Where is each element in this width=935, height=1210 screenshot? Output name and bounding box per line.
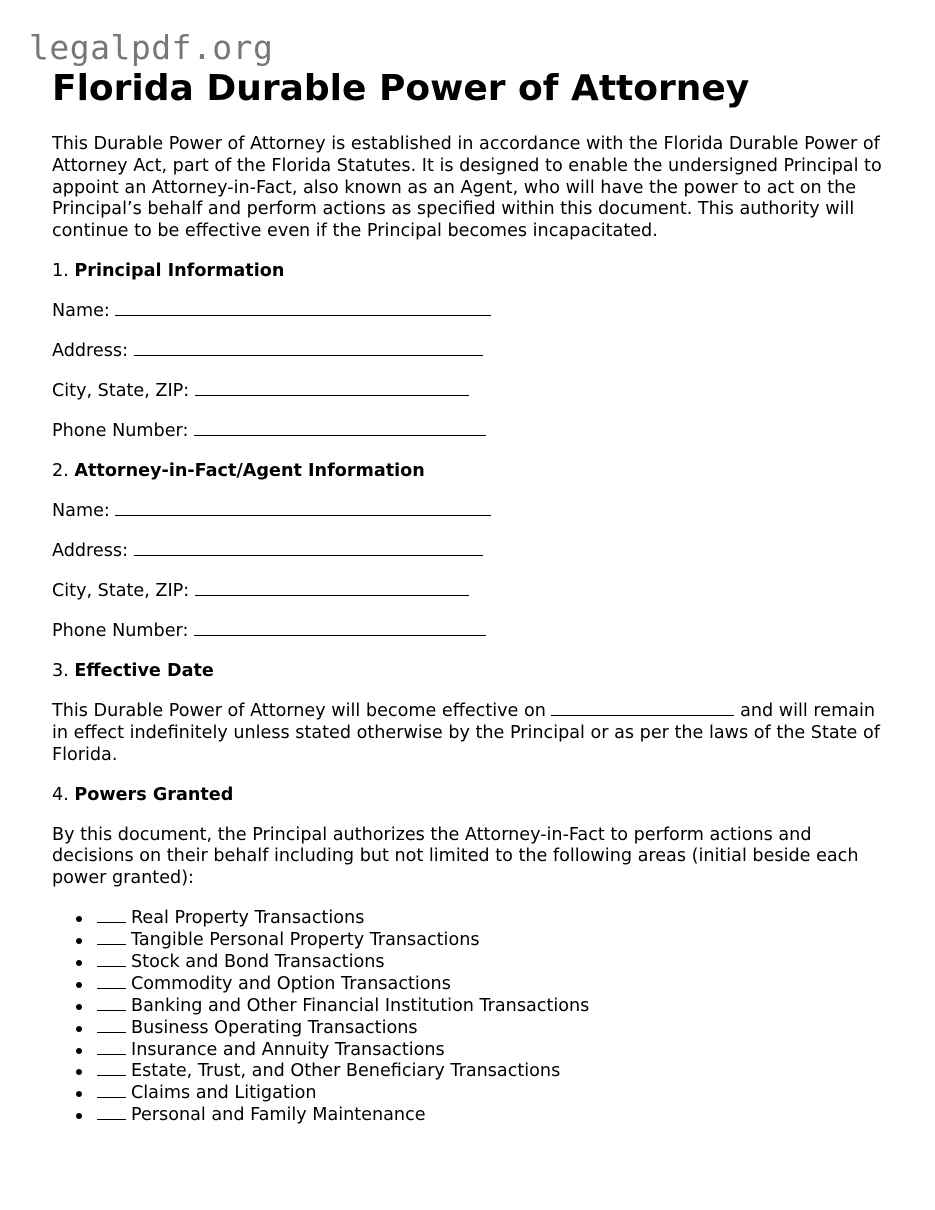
effective-date-input[interactable] xyxy=(551,701,734,716)
power-label: Business Operating Transactions xyxy=(131,1017,418,1038)
section-number: 3. xyxy=(52,661,69,682)
initial-input[interactable] xyxy=(97,1061,126,1076)
agent-name-input[interactable] xyxy=(115,501,491,516)
list-item xyxy=(97,1018,892,1040)
principal-address-field xyxy=(52,341,892,363)
effective-text-before: This Durable Power of Attorney will become effective on xyxy=(52,701,546,721)
agent-address-field xyxy=(52,541,892,563)
field-label: City, State, ZIP: xyxy=(52,381,190,402)
section-title: Principal Information xyxy=(74,261,285,282)
section-number: 4. xyxy=(52,784,69,805)
field-label: Phone Number: xyxy=(52,621,189,642)
field-label: City, State, ZIP: xyxy=(52,581,190,602)
principal-city-field xyxy=(52,381,892,403)
list-item xyxy=(97,1083,892,1105)
initial-input[interactable] xyxy=(97,952,126,967)
initial-input[interactable] xyxy=(97,974,126,989)
section-number: 1. xyxy=(52,261,69,282)
power-label: Estate, Trust, and Other Beneficiary Transactions xyxy=(131,1061,561,1082)
power-label: Real Property Transactions xyxy=(131,908,365,929)
principal-address-input[interactable] xyxy=(134,341,483,356)
principal-phone-input[interactable] xyxy=(194,421,486,436)
power-label: Banking and Other Financial Institution Transactions xyxy=(131,995,590,1016)
initial-input[interactable] xyxy=(97,908,126,923)
field-label: Address: xyxy=(52,541,128,562)
initial-input[interactable] xyxy=(97,1105,126,1120)
section-powers-heading xyxy=(52,785,892,807)
power-label: Tangible Personal Property Transactions xyxy=(131,930,480,951)
initial-input[interactable] xyxy=(97,1040,126,1055)
section-number: 2. xyxy=(52,461,69,482)
agent-city-field xyxy=(52,581,892,603)
list-item xyxy=(97,930,892,952)
section-agent-heading xyxy=(52,461,892,483)
power-label: Stock and Bond Transactions xyxy=(131,951,385,972)
power-label: Claims and Litigation xyxy=(131,1083,317,1104)
list-item xyxy=(97,1040,892,1062)
agent-phone-input[interactable] xyxy=(194,621,486,636)
intro-paragraph: This Durable Power of Attorney is established in accordance with the Florida Durable Power of Attorney Act, part of the Florida Statutes. It is designed to enable the undersigned Principal to appoint an Attorney-in-Fact, also known as an Agent, who will have the power to act on the Principal’s behalf and perform actions as specified within this document. This authority will continue to be effective even if the Principal becomes incapacitated. xyxy=(52,134,882,242)
field-label: Name: xyxy=(52,301,110,322)
agent-address-input[interactable] xyxy=(134,541,483,556)
document-body xyxy=(52,134,892,1127)
principal-name-input[interactable] xyxy=(115,301,491,316)
section-title: Effective Date xyxy=(74,661,214,682)
initial-input[interactable] xyxy=(97,1018,126,1033)
field-label: Address: xyxy=(52,341,128,362)
section-principal-heading xyxy=(52,261,892,283)
principal-city-input[interactable] xyxy=(195,381,469,396)
field-label: Name: xyxy=(52,501,110,522)
list-item xyxy=(97,974,892,996)
list-item xyxy=(97,1105,892,1127)
field-label: Phone Number: xyxy=(52,421,189,442)
principal-name-field xyxy=(52,301,892,323)
principal-phone-field xyxy=(52,421,892,443)
section-title: Powers Granted xyxy=(74,784,234,805)
watermark: legalpdf.org xyxy=(29,28,274,67)
section-effective-heading xyxy=(52,661,892,683)
initial-input[interactable] xyxy=(97,1083,126,1098)
power-label: Insurance and Annuity Transactions xyxy=(131,1039,445,1060)
powers-intro: By this document, the Principal authorizes the Attorney-in-Fact to perform actions and decisions on their behalf including but not limited to the following areas (initial beside each power granted): xyxy=(52,824,859,889)
section-title: Attorney-in-Fact/Agent Information xyxy=(74,461,425,482)
list-item xyxy=(97,908,892,930)
agent-name-field xyxy=(52,501,892,523)
page-title: Florida Durable Power of Attorney xyxy=(52,68,750,109)
list-item xyxy=(97,952,892,974)
agent-city-input[interactable] xyxy=(195,581,469,596)
agent-phone-field xyxy=(52,621,892,643)
initial-input[interactable] xyxy=(97,996,126,1011)
effective-date-paragraph xyxy=(52,701,892,766)
initial-input[interactable] xyxy=(97,930,126,945)
powers-list xyxy=(52,908,892,1127)
power-label: Commodity and Option Transactions xyxy=(131,973,451,994)
list-item xyxy=(97,996,892,1018)
list-item xyxy=(97,1061,892,1083)
effective-text-after: and will remain in effect indefinitely unless stated otherwise by the Principal or as per the laws of the State of Florida. xyxy=(52,701,880,765)
power-label: Personal and Family Maintenance xyxy=(131,1105,426,1126)
